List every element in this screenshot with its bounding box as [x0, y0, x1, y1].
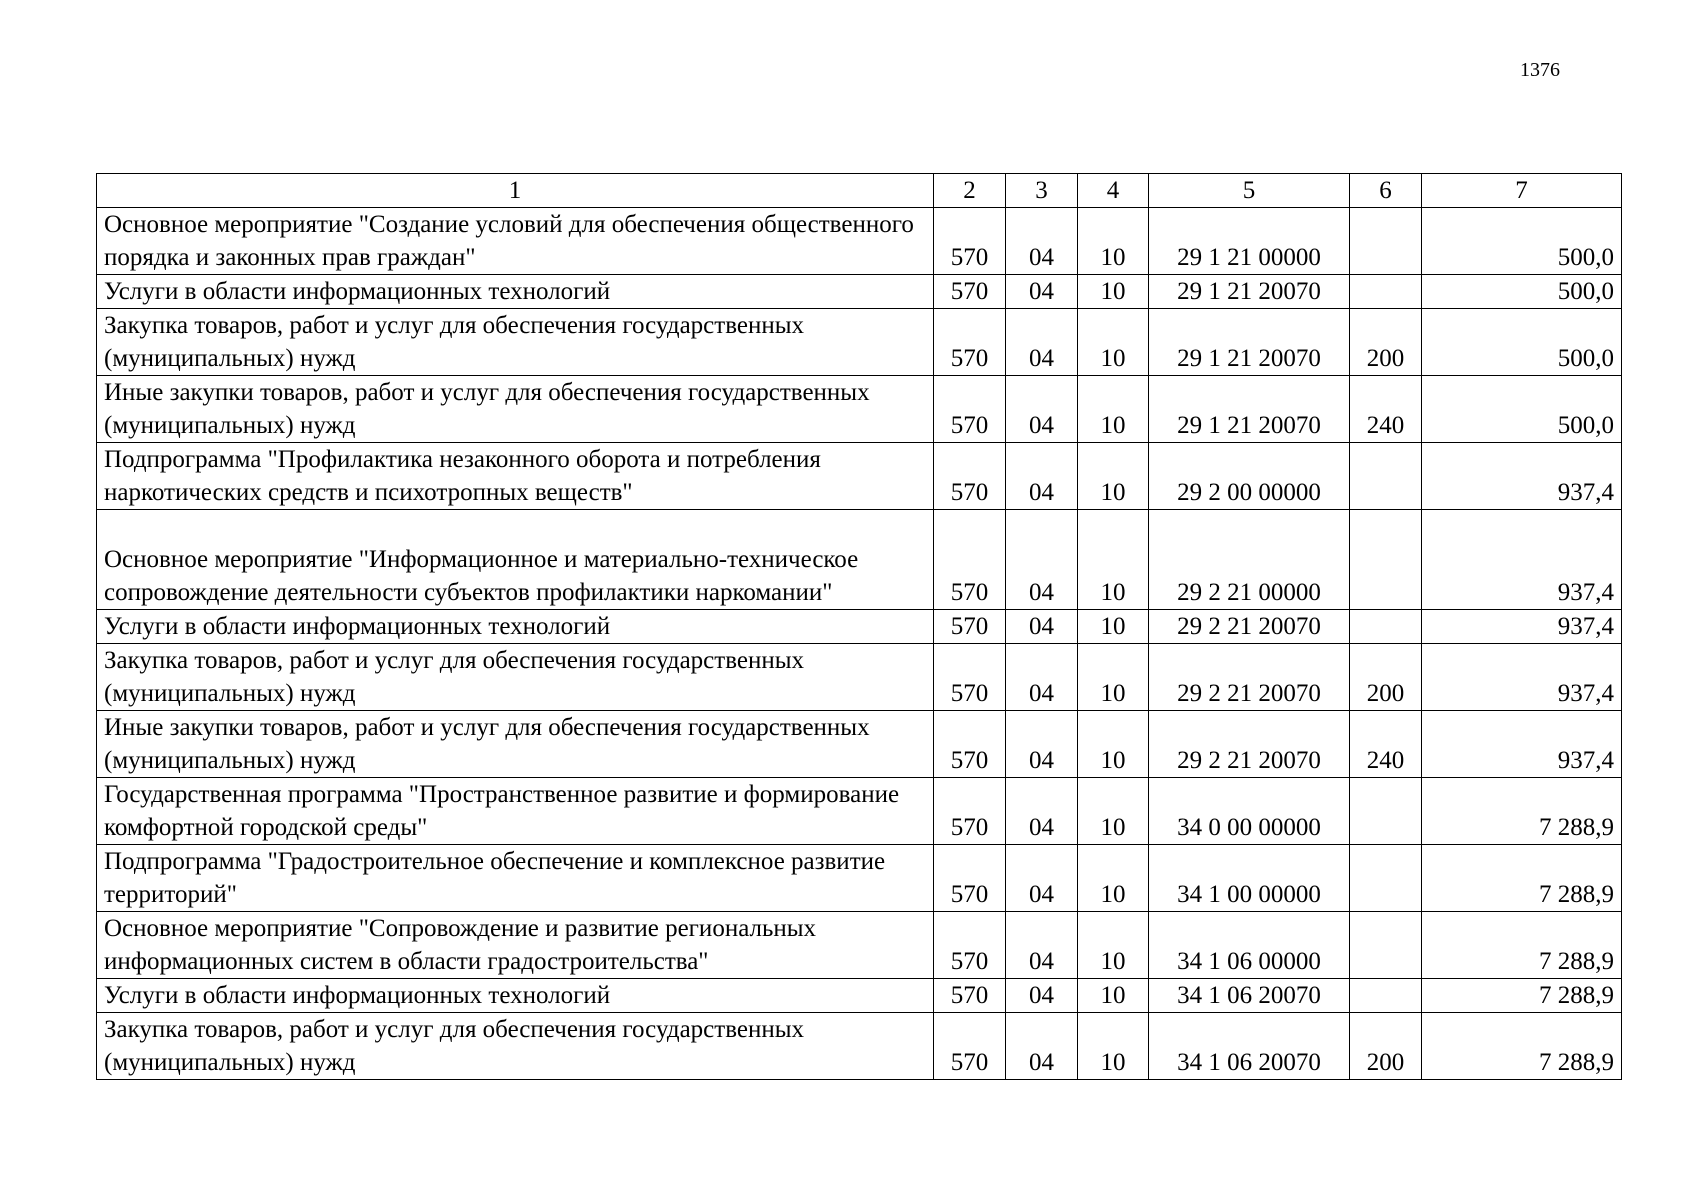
target-article-cell: 29 2 21 20070	[1149, 610, 1350, 644]
table-row	[97, 275, 1622, 309]
column-header: 3	[1006, 174, 1078, 208]
table-row	[97, 1013, 1622, 1080]
table-row	[97, 845, 1622, 912]
section-code-cell: 04	[1006, 610, 1078, 644]
row-name-cell: Подпрограмма "Профилактика незаконного оборота и потребления наркотических средств и психотропных веществ"	[97, 443, 934, 510]
table-row	[97, 510, 1622, 610]
amount-cell: 7 288,9	[1422, 1013, 1622, 1080]
expense-type-cell: 240	[1350, 711, 1422, 778]
expense-type-cell: 240	[1350, 376, 1422, 443]
subsection-code-cell: 10	[1078, 845, 1149, 912]
amount-cell: 7 288,9	[1422, 912, 1622, 979]
row-name-cell: Услуги в области информационных технологий	[97, 610, 934, 644]
section-code-cell: 04	[1006, 1013, 1078, 1080]
expense-type-cell	[1350, 208, 1422, 275]
admin-code-cell: 570	[934, 510, 1006, 610]
target-article-cell: 34 1 00 00000	[1149, 845, 1350, 912]
column-header: 7	[1422, 174, 1622, 208]
admin-code-cell: 570	[934, 1013, 1006, 1080]
row-name-cell: Иные закупки товаров, работ и услуг для обеспечения государственных (муниципальных) нужд	[97, 711, 934, 778]
target-article-cell: 29 1 21 20070	[1149, 275, 1350, 309]
amount-cell: 937,4	[1422, 644, 1622, 711]
section-code-cell: 04	[1006, 711, 1078, 778]
amount-cell: 7 288,9	[1422, 979, 1622, 1013]
admin-code-cell: 570	[934, 376, 1006, 443]
target-article-cell: 34 1 06 00000	[1149, 912, 1350, 979]
amount-cell: 500,0	[1422, 309, 1622, 376]
expense-type-cell	[1350, 275, 1422, 309]
row-name-cell: Закупка товаров, работ и услуг для обеспечения государственных (муниципальных) нужд	[97, 309, 934, 376]
expense-type-cell	[1350, 610, 1422, 644]
subsection-code-cell: 10	[1078, 644, 1149, 711]
row-name-cell: Основное мероприятие "Информационное и материально-техническое сопровождение деятельности субъектов профилактики наркомании"	[97, 510, 934, 610]
table-row	[97, 711, 1622, 778]
expense-type-cell	[1350, 778, 1422, 845]
expense-type-cell	[1350, 912, 1422, 979]
amount-cell: 7 288,9	[1422, 778, 1622, 845]
expense-type-cell: 200	[1350, 309, 1422, 376]
column-header: 4	[1078, 174, 1149, 208]
table-body	[97, 208, 1622, 1080]
admin-code-cell: 570	[934, 711, 1006, 778]
amount-cell: 937,4	[1422, 711, 1622, 778]
subsection-code-cell: 10	[1078, 510, 1149, 610]
target-article-cell: 29 2 21 20070	[1149, 644, 1350, 711]
target-article-cell: 29 1 21 00000	[1149, 208, 1350, 275]
target-article-cell: 29 2 21 00000	[1149, 510, 1350, 610]
table-row	[97, 443, 1622, 510]
subsection-code-cell: 10	[1078, 912, 1149, 979]
admin-code-cell: 570	[934, 845, 1006, 912]
admin-code-cell: 570	[934, 309, 1006, 376]
row-name-cell: Услуги в области информационных технологий	[97, 979, 934, 1013]
admin-code-cell: 570	[934, 443, 1006, 510]
admin-code-cell: 570	[934, 644, 1006, 711]
table-row	[97, 644, 1622, 711]
table-row	[97, 309, 1622, 376]
column-header: 1	[97, 174, 934, 208]
target-article-cell: 34 0 00 00000	[1149, 778, 1350, 845]
section-code-cell: 04	[1006, 376, 1078, 443]
target-article-cell: 34 1 06 20070	[1149, 979, 1350, 1013]
section-code-cell: 04	[1006, 443, 1078, 510]
expense-type-cell	[1350, 845, 1422, 912]
amount-cell: 937,4	[1422, 510, 1622, 610]
section-code-cell: 04	[1006, 644, 1078, 711]
admin-code-cell: 570	[934, 208, 1006, 275]
amount-cell: 937,4	[1422, 443, 1622, 510]
row-name-cell: Подпрограмма "Градостроительное обеспечение и комплексное развитие территорий"	[97, 845, 934, 912]
table-row	[97, 610, 1622, 644]
row-name-cell: Основное мероприятие "Сопровождение и развитие региональных информационных систем в области градостроительства"	[97, 912, 934, 979]
section-code-cell: 04	[1006, 845, 1078, 912]
amount-cell: 7 288,9	[1422, 845, 1622, 912]
amount-cell: 937,4	[1422, 610, 1622, 644]
subsection-code-cell: 10	[1078, 376, 1149, 443]
target-article-cell: 29 2 00 00000	[1149, 443, 1350, 510]
subsection-code-cell: 10	[1078, 979, 1149, 1013]
column-header: 2	[934, 174, 1006, 208]
admin-code-cell: 570	[934, 912, 1006, 979]
page-number: 1376	[1520, 59, 1560, 81]
subsection-code-cell: 10	[1078, 443, 1149, 510]
admin-code-cell: 570	[934, 979, 1006, 1013]
target-article-cell: 29 1 21 20070	[1149, 309, 1350, 376]
subsection-code-cell: 10	[1078, 275, 1149, 309]
expense-type-cell	[1350, 979, 1422, 1013]
subsection-code-cell: 10	[1078, 610, 1149, 644]
subsection-code-cell: 10	[1078, 309, 1149, 376]
budget-table	[96, 173, 1622, 1080]
target-article-cell: 34 1 06 20070	[1149, 1013, 1350, 1080]
section-code-cell: 04	[1006, 309, 1078, 376]
header-row	[97, 174, 1622, 208]
row-name-cell: Иные закупки товаров, работ и услуг для обеспечения государственных (муниципальных) нужд	[97, 376, 934, 443]
table-row	[97, 208, 1622, 275]
amount-cell: 500,0	[1422, 208, 1622, 275]
section-code-cell: 04	[1006, 912, 1078, 979]
section-code-cell: 04	[1006, 510, 1078, 610]
expense-type-cell: 200	[1350, 644, 1422, 711]
admin-code-cell: 570	[934, 610, 1006, 644]
subsection-code-cell: 10	[1078, 208, 1149, 275]
admin-code-cell: 570	[934, 778, 1006, 845]
section-code-cell: 04	[1006, 778, 1078, 845]
column-header: 6	[1350, 174, 1422, 208]
expense-type-cell	[1350, 510, 1422, 610]
table-row	[97, 376, 1622, 443]
subsection-code-cell: 10	[1078, 778, 1149, 845]
subsection-code-cell: 10	[1078, 711, 1149, 778]
row-name-cell: Закупка товаров, работ и услуг для обеспечения государственных (муниципальных) нужд	[97, 644, 934, 711]
table-row	[97, 979, 1622, 1013]
amount-cell: 500,0	[1422, 275, 1622, 309]
column-header: 5	[1149, 174, 1350, 208]
amount-cell: 500,0	[1422, 376, 1622, 443]
target-article-cell: 29 1 21 20070	[1149, 376, 1350, 443]
row-name-cell: Закупка товаров, работ и услуг для обеспечения государственных (муниципальных) нужд	[97, 1013, 934, 1080]
row-name-cell: Основное мероприятие "Создание условий для обеспечения общественного порядка и законных прав граждан"	[97, 208, 934, 275]
subsection-code-cell: 10	[1078, 1013, 1149, 1080]
section-code-cell: 04	[1006, 208, 1078, 275]
admin-code-cell: 570	[934, 275, 1006, 309]
section-code-cell: 04	[1006, 275, 1078, 309]
expense-type-cell: 200	[1350, 1013, 1422, 1080]
target-article-cell: 29 2 21 20070	[1149, 711, 1350, 778]
row-name-cell: Услуги в области информационных технологий	[97, 275, 934, 309]
row-name-cell: Государственная программа "Пространственное развитие и формирование комфортной городской среды"	[97, 778, 934, 845]
table-row	[97, 912, 1622, 979]
section-code-cell: 04	[1006, 979, 1078, 1013]
table-row	[97, 778, 1622, 845]
expense-type-cell	[1350, 443, 1422, 510]
